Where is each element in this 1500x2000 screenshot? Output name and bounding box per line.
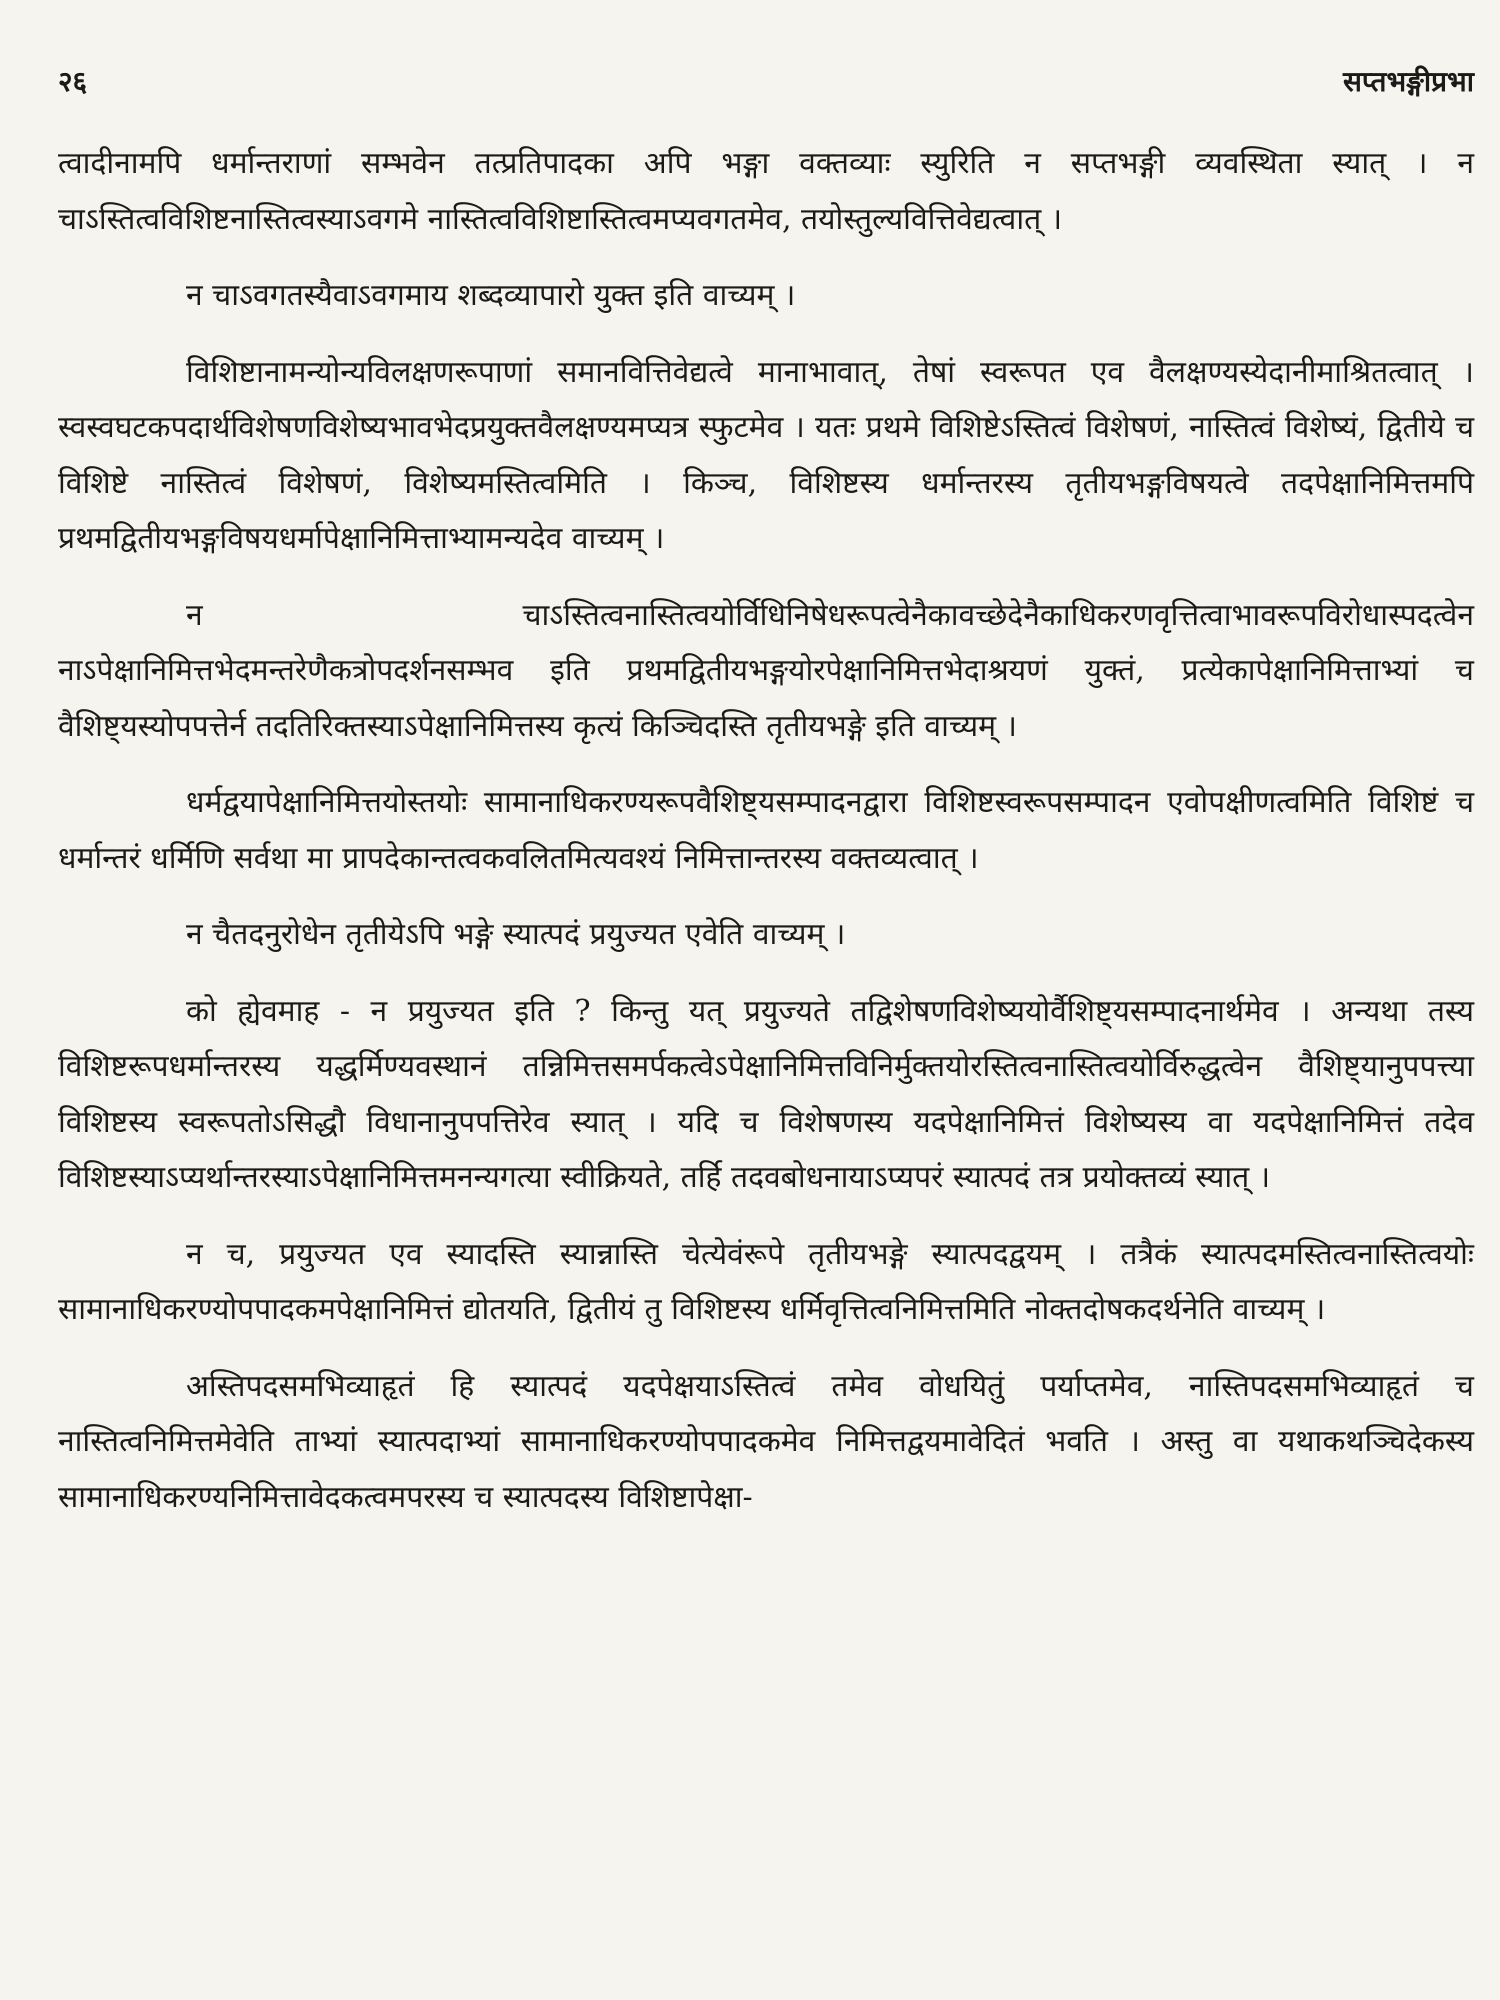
page-number: २६	[58, 65, 88, 98]
paragraph-7: को ह्येवमाह - न प्रयुज्यत इति ? किन्तु यत् प्रयुज्यते तद्विशेषणविशेष्ययोर्वैशिष्ट्यसम्पादनार्थमेव । अन्यथा तस्य विशिष्टरूपधर्मान्तरस्य यद्धर्मिण्यवस्थानं तन्निमित्तसमर्पकत्वेऽपेक्षानिमित्तविनिर्मुक्तयोरस्तित्वनास्तित्वयोर्विरुद्धत्वेन वैशिष्ट्यानुपपत्त्या विशिष्टस्य स्वरूपतोऽसिद्धौ विधानानुपपत्तिरेव स्यात् । यदि च विशेषणस्य यदपेक्षानिमित्तं विशेष्यस्य वा यदपेक्षानिमित्तं तदेव विशिष्टस्याऽप्यर्थान्तरस्याऽपेक्षानिमित्तमनन्यगत्या स्वीक्रियते, तर्हि तदवबोधनायाऽप्यपरं स्यात्पदं तत्र प्रयोक्तव्यं स्यात् ।	[58, 993, 1474, 1195]
body-text	[58, 136, 1474, 1525]
paragraph-1: त्वादीनामपि धर्मान्तराणां सम्भवेन तत्प्रतिपादका अपि भङ्गा वक्तव्याः स्युरिति न सप्तभङ्गी व्यवस्थिता स्यात् । न चाऽस्तित्वविशिष्टनास्तित्वस्याऽवगमे नास्तित्वविशिष्टास्तित्वमप्यवगतमेव, तयोस्तुल्यवित्तिवेद्यत्वात् ।	[58, 146, 1474, 237]
book-title: सप्तभङ्गीप्रभा	[1342, 65, 1474, 98]
paragraph-9: अस्तिपदसमभिव्याहृतं हि स्यात्पदं यदपेक्षयाऽस्तित्वं तमेव वोधयितुं पर्याप्तमेव, नास्तिपदसमभिव्याहृतं च नास्तित्वनिमित्तमेवेति ताभ्यां स्यात्पदाभ्यां सामानाधिकरण्योपपादकमेव निमित्तद्वयमावेदितं भवति । अस्तु वा यथाकथञ्चिदेकस्य सामानाधिकरण्यनिमित्तावेदकत्वमपरस्य च स्यात्पदस्य विशिष्टापेक्षा-	[58, 1368, 1474, 1515]
paragraph-8: न च, प्रयुज्यत एव स्यादस्ति स्यान्नास्ति चेत्येवंरूपे तृतीयभङ्गे स्यात्पदद्वयम् । तत्रैकं स्यात्पदमस्तित्वनास्तित्वयोः सामानाधिकरण्योपपादकमपेक्षानिमित्तं द्योतयति, द्वितीयं तु विशिष्टस्य धर्मिवृत्तित्वनिमित्तमिति नोक्तदोषकदर्थनेति वाच्यम् ।	[58, 1236, 1474, 1327]
paragraph-4: न चाऽस्तित्वनास्तित्वयोर्विधिनिषेधरूपत्वेनैकावच्छेदेनैकाधिकरणवृत्तित्वाभावरूपविरोधास्पदत्वेन नाऽपेक्षानिमित्तभेदमन्तरेणैकत्रोपदर्शनसम्भव इति प्रथमद्वितीयभङ्गयोरपेक्षानिमित्तभेदाश्रयणं युक्तं, प्रत्येकापेक्षानिमित्ताभ्यां च वैशिष्ट्यस्योपपत्तेर्न तदतिरिक्तस्याऽपेक्षानिमित्तस्य कृत्यं किञ्चिदस्ति तृतीयभङ्गे इति वाच्यम् ।	[58, 597, 1474, 744]
paragraph-3: विशिष्टानामन्योन्यविलक्षणरूपाणां समानवित्तिवेद्यत्वे मानाभावात्, तेषां स्वरूपत एव वैलक्षण्यस्येदानीमाश्रितत्वात् । स्वस्वघटकपदार्थविशेषणविशेष्यभावभेदप्रयुक्तवैलक्षण्यमप्यत्र स्फुटमेव । यतः प्रथमे विशिष्टेऽस्तित्वं विशेषणं, नास्तित्वं विशेष्यं, द्वितीये च विशिष्टे नास्तित्वं विशेषणं, विशेष्यमस्तित्वमिति । किञ्च, विशिष्टस्य धर्मान्तरस्य तृतीयभङ्गविषयत्वे तदपेक्षानिमित्तमपि प्रथमद्वितीयभङ्गविषयधर्मापेक्षानिमित्ताभ्यामन्यदेव वाच्यम् ।	[58, 354, 1474, 556]
paragraph-5: धर्मद्वयापेक्षानिमित्तयोस्तयोः सामानाधिकरण्यरूपवैशिष्ट्यसम्पादनद्वारा विशिष्टस्वरूपसम्पादन एवोपक्षीणत्वमिति विशिष्टं च धर्मान्तरं धर्मिणि सर्वथा मा प्रापदेकान्तत्वकवलितमित्यवश्यं निमित्तान्तरस्य वक्तव्यत्वात् ।	[58, 785, 1474, 876]
paragraph-6: न चैतदनुरोधेन तृतीयेऽपि भङ्गे स्यात्पदं प्रयुज्यत एवेति वाच्यम् ।	[186, 917, 846, 952]
paragraph-2: न चाऽवगतस्यैवाऽवगमाय शब्दव्यापारो युक्त इति वाच्यम् ।	[186, 278, 796, 313]
running-head	[58, 62, 1474, 118]
